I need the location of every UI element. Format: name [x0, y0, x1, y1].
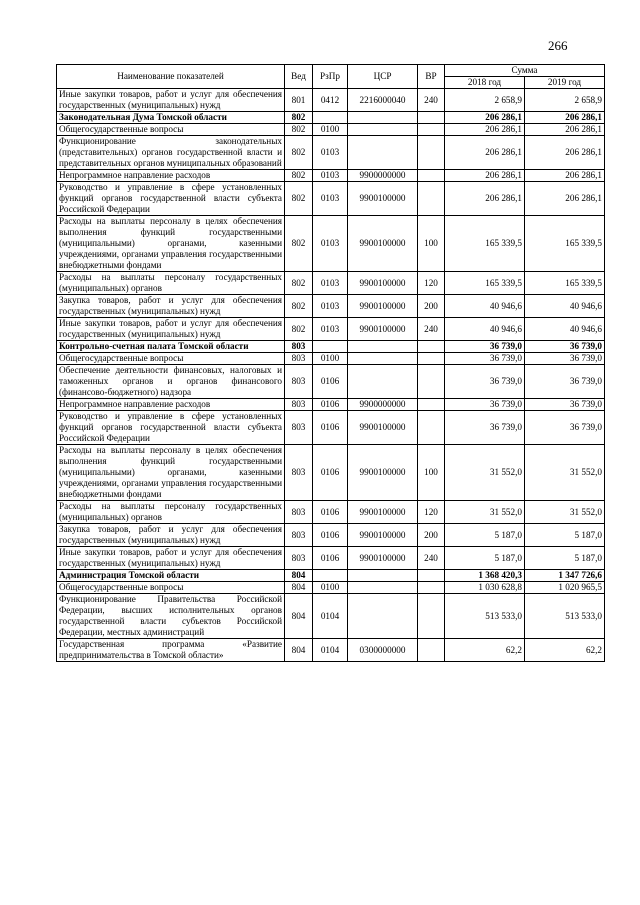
cell-vr: [418, 170, 445, 182]
cell-csr: [348, 341, 418, 353]
cell-ved: 803: [285, 547, 313, 570]
cell-csr: 9900100000: [348, 445, 418, 501]
cell-csr: 9900100000: [348, 182, 418, 216]
cell-vr: 200: [418, 524, 445, 547]
cell-rzpr: 0100: [313, 582, 348, 594]
cell-csr: 9900100000: [348, 547, 418, 570]
cell-rzpr: 0106: [313, 547, 348, 570]
table-row: [57, 112, 605, 124]
table-row: [57, 547, 605, 570]
cell-rzpr: 0103: [313, 182, 348, 216]
cell-csr: 9900000000: [348, 170, 418, 182]
cell-rzpr: 0103: [313, 136, 348, 170]
cell-vr: 240: [418, 318, 445, 341]
cell-2019: 206 286,1: [525, 112, 605, 124]
cell-name: Закупка товаров, работ и услуг для обеспечения государственных (муниципальных) нужд: [57, 295, 285, 318]
cell-name: Администрация Томской области: [57, 570, 285, 582]
table-row: [57, 124, 605, 136]
cell-csr: [348, 594, 418, 639]
cell-rzpr: 0104: [313, 594, 348, 639]
cell-name: Обеспечение деятельности финансовых, налоговых и таможенных органов и органов финансового (финансово-бюджетного) надзора: [57, 365, 285, 399]
cell-name: Непрограммное направление расходов: [57, 170, 285, 182]
cell-2018: 36 739,0: [445, 411, 525, 445]
cell-2019: 206 286,1: [525, 124, 605, 136]
cell-2018: 513 533,0: [445, 594, 525, 639]
cell-2019: 40 946,6: [525, 295, 605, 318]
cell-csr: [348, 582, 418, 594]
cell-ved: 804: [285, 639, 313, 662]
cell-2018: 36 739,0: [445, 365, 525, 399]
table-row: [57, 639, 605, 662]
cell-2019: 36 739,0: [525, 365, 605, 399]
header-year-2019: 2019 год: [525, 77, 605, 89]
cell-rzpr: 0106: [313, 445, 348, 501]
cell-name: Государственная программа «Развитие предпринимательства в Томской области»: [57, 639, 285, 662]
table-row: [57, 570, 605, 582]
cell-2019: 1 347 726,6: [525, 570, 605, 582]
cell-name: Закупка товаров, работ и услуг для обеспечения государственных (муниципальных) нужд: [57, 524, 285, 547]
cell-2019: 5 187,0: [525, 524, 605, 547]
cell-name: Расходы на выплаты персоналу государственных (муниципальных) органов: [57, 272, 285, 295]
cell-name: Функционирование Правительства Российской Федерации, высших исполнительных органов государственной власти субъектов Российской Федерации, местных администраций: [57, 594, 285, 639]
cell-name: Иные закупки товаров, работ и услуг для обеспечения государственных (муниципальных) нужд: [57, 547, 285, 570]
cell-vr: [418, 594, 445, 639]
table-row: [57, 524, 605, 547]
cell-ved: 802: [285, 170, 313, 182]
cell-2019: 31 552,0: [525, 501, 605, 524]
page-number: 266: [548, 38, 568, 53]
table-row: [57, 182, 605, 216]
cell-name: Законодательная Дума Томской области: [57, 112, 285, 124]
cell-rzpr: 0100: [313, 124, 348, 136]
cell-vr: 240: [418, 89, 445, 112]
table-row: [57, 295, 605, 318]
cell-2019: 36 739,0: [525, 353, 605, 365]
cell-2018: 36 739,0: [445, 341, 525, 353]
cell-ved: 802: [285, 295, 313, 318]
cell-2018: 165 339,5: [445, 272, 525, 295]
table-row: [57, 411, 605, 445]
cell-ved: 803: [285, 341, 313, 353]
cell-csr: [348, 365, 418, 399]
cell-csr: [348, 353, 418, 365]
table-row: [57, 272, 605, 295]
cell-name: Контрольно-счетная палата Томской области: [57, 341, 285, 353]
cell-vr: [418, 411, 445, 445]
cell-rzpr: 0412: [313, 89, 348, 112]
cell-name: Непрограммное направление расходов: [57, 399, 285, 411]
cell-2018: 31 552,0: [445, 501, 525, 524]
cell-vr: 100: [418, 445, 445, 501]
cell-2018: 2 658,9: [445, 89, 525, 112]
cell-2018: 62,2: [445, 639, 525, 662]
cell-csr: [348, 124, 418, 136]
cell-rzpr: 0103: [313, 170, 348, 182]
cell-name: Расходы на выплаты персоналу в целях обеспечения выполнения функций государственными (муниципальными) органами, казенными учреждениями, органами управления государственными внебюджетными фондами: [57, 445, 285, 501]
cell-csr: 9900100000: [348, 216, 418, 272]
cell-vr: [418, 124, 445, 136]
cell-vr: [418, 639, 445, 662]
cell-vr: [418, 353, 445, 365]
budget-table: [56, 64, 605, 662]
cell-rzpr: 0106: [313, 501, 348, 524]
cell-csr: 9900100000: [348, 524, 418, 547]
cell-rzpr: [313, 112, 348, 124]
cell-rzpr: 0103: [313, 272, 348, 295]
cell-vr: 120: [418, 501, 445, 524]
cell-csr: 2216000040: [348, 89, 418, 112]
table-row: [57, 136, 605, 170]
cell-name: Общегосударственные вопросы: [57, 353, 285, 365]
cell-2019: 62,2: [525, 639, 605, 662]
cell-2019: 2 658,9: [525, 89, 605, 112]
table-header: [57, 65, 605, 89]
cell-name: Общегосударственные вопросы: [57, 124, 285, 136]
cell-2019: 165 339,5: [525, 216, 605, 272]
header-year-2018: 2018 год: [445, 77, 525, 89]
cell-ved: 801: [285, 89, 313, 112]
cell-csr: [348, 112, 418, 124]
cell-2018: 36 739,0: [445, 353, 525, 365]
cell-ved: 803: [285, 445, 313, 501]
cell-csr: [348, 136, 418, 170]
cell-vr: 240: [418, 547, 445, 570]
cell-ved: 802: [285, 318, 313, 341]
cell-csr: 9900000000: [348, 399, 418, 411]
cell-2019: 206 286,1: [525, 170, 605, 182]
cell-2019: 36 739,0: [525, 399, 605, 411]
cell-2019: 206 286,1: [525, 136, 605, 170]
cell-csr: 9900100000: [348, 318, 418, 341]
cell-2019: 513 533,0: [525, 594, 605, 639]
cell-rzpr: 0106: [313, 411, 348, 445]
table-row: [57, 89, 605, 112]
cell-vr: [418, 365, 445, 399]
cell-2018: 206 286,1: [445, 170, 525, 182]
cell-ved: 802: [285, 272, 313, 295]
cell-name: Функционирование законодательных (представительных) органов государственной власти и представительных органов муниципальных образований: [57, 136, 285, 170]
cell-2018: 40 946,6: [445, 318, 525, 341]
cell-ved: 803: [285, 365, 313, 399]
table-row: [57, 445, 605, 501]
cell-ved: 803: [285, 411, 313, 445]
table-row: [57, 170, 605, 182]
cell-2018: 36 739,0: [445, 399, 525, 411]
cell-ved: 803: [285, 524, 313, 547]
cell-name: Расходы на выплаты персоналу в целях обеспечения выполнения функций государственными (муниципальными) органами, казенными учреждениями, органами управления государственными внебюджетными фондами: [57, 216, 285, 272]
cell-vr: [418, 182, 445, 216]
cell-2019: 40 946,6: [525, 318, 605, 341]
cell-name: Иные закупки товаров, работ и услуг для обеспечения государственных (муниципальных) нужд: [57, 89, 285, 112]
table-row: [57, 582, 605, 594]
cell-vr: 100: [418, 216, 445, 272]
cell-vr: 120: [418, 272, 445, 295]
cell-vr: 200: [418, 295, 445, 318]
table-row: [57, 318, 605, 341]
cell-vr: [418, 112, 445, 124]
cell-rzpr: 0103: [313, 295, 348, 318]
cell-2018: 5 187,0: [445, 524, 525, 547]
table-row: [57, 501, 605, 524]
cell-ved: 803: [285, 501, 313, 524]
cell-name: Общегосударственные вопросы: [57, 582, 285, 594]
cell-ved: 804: [285, 594, 313, 639]
table-row: [57, 353, 605, 365]
cell-csr: 9900100000: [348, 411, 418, 445]
header-sum: Сумма: [445, 65, 605, 77]
cell-2018: 31 552,0: [445, 445, 525, 501]
cell-rzpr: 0103: [313, 216, 348, 272]
cell-ved: 803: [285, 399, 313, 411]
cell-rzpr: [313, 341, 348, 353]
table-row: [57, 594, 605, 639]
cell-2019: 31 552,0: [525, 445, 605, 501]
cell-ved: 802: [285, 136, 313, 170]
cell-2018: 206 286,1: [445, 124, 525, 136]
cell-2019: 165 339,5: [525, 272, 605, 295]
cell-2018: 206 286,1: [445, 136, 525, 170]
header-csr: ЦСР: [348, 65, 418, 89]
cell-name: Расходы на выплаты персоналу государственных (муниципальных) органов: [57, 501, 285, 524]
cell-2018: 1 030 628,8: [445, 582, 525, 594]
cell-ved: 802: [285, 182, 313, 216]
header-ved: Вед: [285, 65, 313, 89]
cell-csr: 9900100000: [348, 272, 418, 295]
table-row: [57, 341, 605, 353]
cell-csr: 9900100000: [348, 295, 418, 318]
cell-2018: 5 187,0: [445, 547, 525, 570]
cell-name: Руководство и управление в сфере установленных функций органов государственной власти субъекта Российской Федерации: [57, 182, 285, 216]
cell-2018: 40 946,6: [445, 295, 525, 318]
cell-ved: 804: [285, 570, 313, 582]
cell-2018: 206 286,1: [445, 112, 525, 124]
table-body: [57, 89, 605, 662]
cell-name: Иные закупки товаров, работ и услуг для обеспечения государственных (муниципальных) нужд: [57, 318, 285, 341]
cell-2018: 1 368 420,3: [445, 570, 525, 582]
header-name: Наименование показателей: [57, 65, 285, 89]
table-row: [57, 365, 605, 399]
cell-ved: 803: [285, 353, 313, 365]
cell-rzpr: [313, 570, 348, 582]
table-row: [57, 399, 605, 411]
cell-ved: 802: [285, 216, 313, 272]
cell-rzpr: 0104: [313, 639, 348, 662]
header-rzpr: РзПр: [313, 65, 348, 89]
cell-ved: 804: [285, 582, 313, 594]
cell-csr: 0300000000: [348, 639, 418, 662]
cell-rzpr: 0106: [313, 524, 348, 547]
cell-vr: [418, 399, 445, 411]
cell-ved: 802: [285, 112, 313, 124]
cell-rzpr: 0100: [313, 353, 348, 365]
cell-2019: 5 187,0: [525, 547, 605, 570]
cell-2019: 36 739,0: [525, 341, 605, 353]
cell-2019: 206 286,1: [525, 182, 605, 216]
cell-csr: 9900100000: [348, 501, 418, 524]
cell-csr: [348, 570, 418, 582]
cell-rzpr: 0103: [313, 318, 348, 341]
cell-ved: 802: [285, 124, 313, 136]
cell-vr: [418, 582, 445, 594]
cell-rzpr: 0106: [313, 365, 348, 399]
cell-rzpr: 0106: [313, 399, 348, 411]
cell-vr: [418, 136, 445, 170]
cell-name: Руководство и управление в сфере установленных функций органов государственной власти субъекта Российской Федерации: [57, 411, 285, 445]
header-vr: ВР: [418, 65, 445, 89]
cell-vr: [418, 341, 445, 353]
cell-2019: 36 739,0: [525, 411, 605, 445]
table-row: [57, 216, 605, 272]
cell-vr: [418, 570, 445, 582]
cell-2019: 1 020 965,5: [525, 582, 605, 594]
cell-2018: 206 286,1: [445, 182, 525, 216]
cell-2018: 165 339,5: [445, 216, 525, 272]
